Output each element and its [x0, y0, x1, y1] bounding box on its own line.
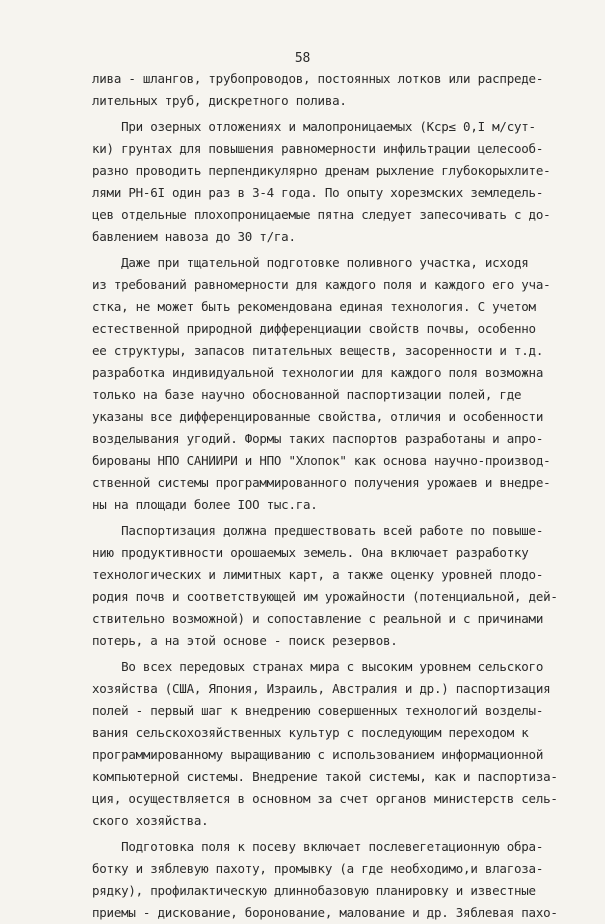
paragraph: [92, 116, 587, 248]
text-line: Подготовка поля к посеву включает послевегетационную обра-: [92, 839, 544, 854]
text-line: только на базе научно обоснованной паспортизации полей, где: [92, 387, 522, 402]
text-line: указаны все дифференцированные свойства, отличия и особенности: [92, 409, 544, 424]
text-line: ки) грунтах для повышения равномерности инфильтрации целесооб-: [92, 141, 544, 156]
text-line: Паспортизация должна предшествовать всей работе по повыше-: [92, 523, 544, 538]
paragraph: [92, 520, 587, 652]
text-line: нию продуктивности орошаемых земель. Она включает разработку: [92, 545, 529, 560]
text-line: Во всех передовых странах мира с высоким уровнем сельского: [92, 659, 544, 674]
page-number: 58: [294, 51, 311, 66]
text-line: компьютерной системы. Внедрение такой системы, как и паспортиза-: [92, 769, 558, 784]
text-line: вания сельскохозяйственных культур с последующим переходом к: [92, 725, 529, 740]
text-line: из требований равномерности для каждого поля и каждого его уча-: [92, 277, 551, 292]
text-line: разработка индивидуальной технологии для каждого поля возможна: [92, 365, 544, 380]
text-line: ее структуры, запасов питательных веществ, засоренности и т.д.: [92, 343, 544, 358]
text-line: естественной природной дифференциации свойств почвы, особенно: [92, 321, 536, 336]
text-line: бавлением навоза до 30 т/га.: [92, 229, 296, 244]
text-line: Даже при тщательной подготовке поливного участка, исходя: [92, 255, 529, 270]
text-line: потерь, а на этой основе - поиск резервов.: [92, 633, 398, 648]
text-line: При озерных отложениях и малопроницаемых (Kср≤ 0,I м/сут-: [92, 119, 536, 134]
text-line: лями РН-6I один раз в 3-4 года. По опыту хорезмских земледель-: [92, 185, 544, 200]
text-line: хозяйства (США, Япония, Израиль, Австралия и др.) паспортизация: [92, 681, 551, 696]
text-line: цев отдельные плохопроницаемые пятна следует запесочивать с до-: [92, 207, 551, 222]
text-line: ны на площади более IOO тыс.га.: [92, 497, 318, 512]
text-line: ского хозяйства.: [92, 813, 209, 828]
text-line: ственной системы программированного получения урожаев и внедре-: [92, 475, 551, 490]
paragraph: [92, 68, 587, 112]
text-line: бированы НПО САНИИРИ и НПО "Хлопок" как основа научно-производ-: [92, 453, 551, 468]
text-line: родия почв и соответствующей им урожайности (потенциальной, дей-: [92, 589, 558, 604]
text-line: программированному выращиванию с использованием информационной: [92, 747, 544, 762]
text-line: приемы - дискование, боронование, малование и др. Зяблевая пахо-: [92, 905, 558, 920]
paragraph: [92, 836, 587, 924]
paragraph: [92, 252, 587, 516]
text-line: рядку), профилактическую длиннобазовую планировку и известные: [92, 883, 536, 898]
paragraph: [92, 656, 587, 832]
text-line: технологических и лимитных карт, а также оценку уровней плодо-: [92, 567, 544, 582]
text-line: лительных труб, дискретного полива.: [92, 93, 347, 108]
text-line: разно проводить перпендикулярно дренам рыхление глубокорыхлите-: [92, 163, 551, 178]
text-line: полей - первый шаг к внедрению совершенных технологий возделы-: [92, 703, 544, 718]
body-text: [92, 68, 587, 924]
text-line: ботку и зяблевую пахоту, промывку (а где необходимо,и влагоза-: [92, 861, 544, 876]
text-line: лива - шлангов, трубопроводов, постоянных лотков или распреде-: [92, 71, 544, 86]
text-line: стка, не может быть рекомендована единая технология. С учетом: [92, 299, 536, 314]
text-line: ствительно возможной) и сопоставление с реальной и с причинами: [92, 611, 544, 626]
text-line: ция, осуществляется в основном за счет органов министерств сель-: [92, 791, 558, 806]
text-line: возделывания угодий. Формы таких паспортов разработаны и апро-: [92, 431, 544, 446]
